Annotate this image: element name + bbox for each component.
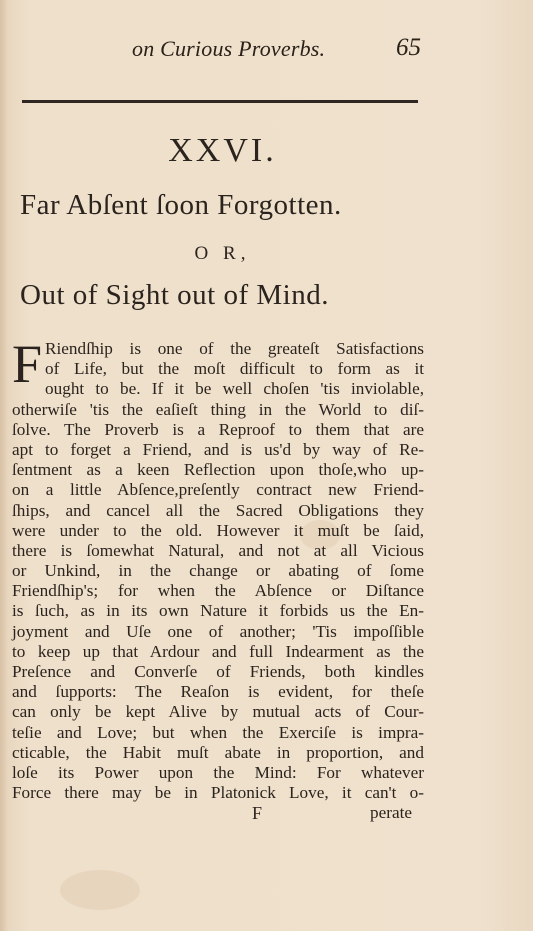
- body-line: joyment and Uſe one of another; 'Tis impoſſible: [12, 621, 424, 641]
- body-paragraph: [12, 334, 424, 803]
- chapter-title: Far Abſent ſoon Forgotten.: [20, 189, 342, 221]
- catchword: perate: [370, 803, 412, 822]
- body-line: Force there may be in Platonick Love, it can't o-: [12, 783, 424, 803]
- chapter-or: O R,: [194, 243, 251, 264]
- body-line: Preſence and Converſe of Friends, both kindles: [12, 662, 424, 681]
- body-line: were under to the old. However it muſt be ſaid,: [12, 520, 424, 540]
- body-line: Friendſhip's; for when the Abſence or Diſtance: [12, 581, 424, 601]
- body-line: ought to be. If it be well choſen 'tis inviolable,: [45, 379, 424, 399]
- running-head-title: on Curious Proverbs.: [132, 36, 326, 61]
- body-line: loſe its Power upon the Mind: For whatever: [12, 762, 424, 782]
- drop-cap: F: [12, 334, 43, 394]
- body-line: to keep up that Ardour and full Indearment as the: [12, 641, 424, 661]
- body-line: Riendſhip is one of the greateſt Satisfactions: [45, 339, 424, 358]
- body-line: there is ſomewhat Natural, and not at all Vicious: [12, 540, 424, 560]
- body-line: of Life, but the moſt difficult to form as it: [45, 359, 424, 379]
- body-line: apt to forget a Friend, and is us'd by way of Re-: [12, 439, 424, 459]
- chapter-number: XXVI.: [168, 132, 277, 169]
- body-line: ſolve. The Proverb is a Reproof to them that are: [12, 419, 424, 439]
- chapter-alt-title: Out of Sight out of Mind.: [20, 279, 329, 311]
- body-line: otherwiſe 'tis the eaſieſt thing in the World to diſ-: [12, 399, 424, 419]
- body-line: on a little Abſence,preſently contract new Friend-: [12, 480, 424, 500]
- paper-stain: [60, 870, 140, 910]
- body-line: and ſupports: The Reaſon is evident, for theſe: [12, 682, 424, 702]
- body-line: is ſuch, as in its own Nature it forbids us the En-: [12, 601, 424, 621]
- body-line: ſhips, and cancel all the Sacred Obligations they: [12, 500, 424, 520]
- body-line: cticable, the Habit muſt abate in proportion, and: [12, 742, 424, 762]
- body-line: can only be kept Alive by mutual acts of Cour-: [12, 702, 424, 722]
- signature-mark: F: [252, 803, 263, 823]
- header-rule: [22, 100, 418, 103]
- body-line: ſentment as a keen Reflection upon thoſe,who up-: [12, 460, 424, 480]
- running-head: [0, 34, 533, 68]
- body-line: or Unkind, in the change or abating of ſome: [12, 561, 424, 581]
- page-number: 65: [396, 34, 421, 61]
- body-line: teſie and Love; but when the Exerciſe is impra-: [12, 722, 424, 742]
